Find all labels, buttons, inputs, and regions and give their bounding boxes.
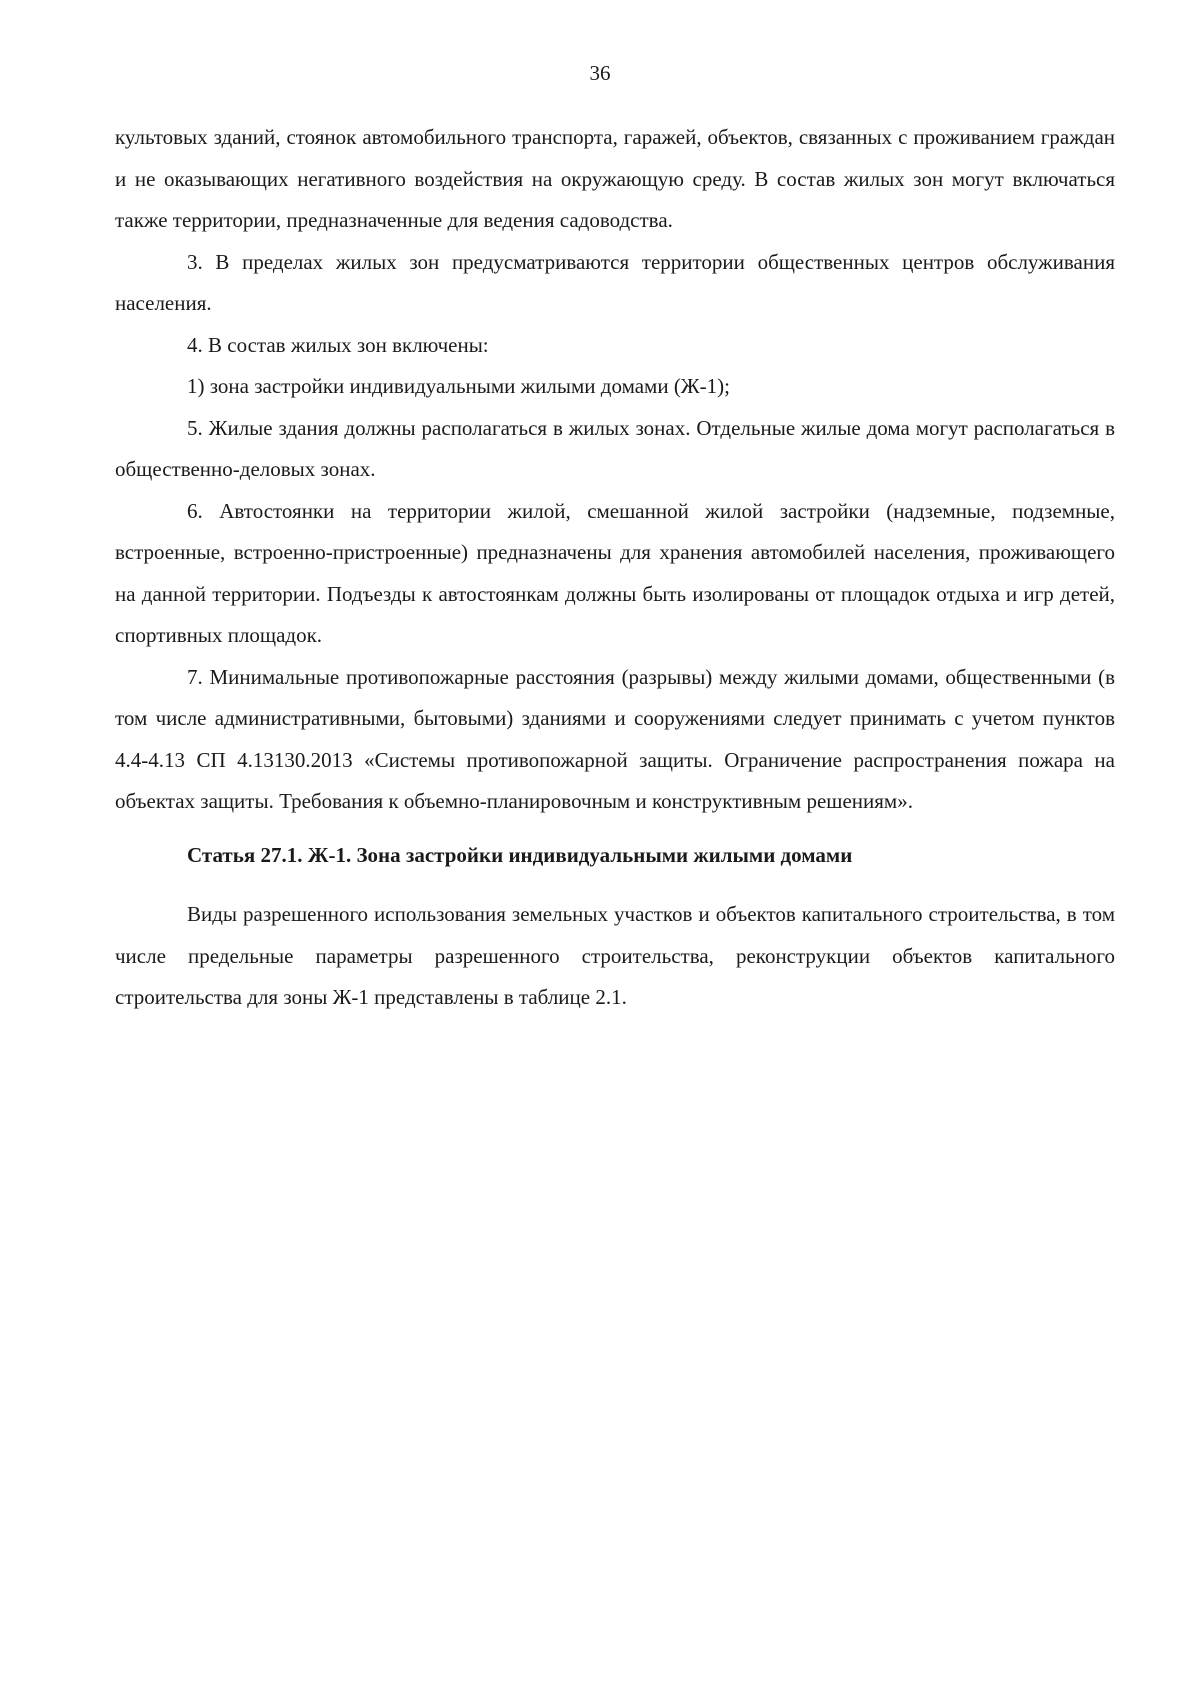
paragraph-continuation: культовых зданий, стоянок автомобильного транспорта, гаражей, объектов, связанных с проживанием граждан и не оказывающих негативного воздействия на окружающую среду. В состав жилых зон могут включаться также территории, предназначенные для ведения садоводства. — [115, 125, 1115, 232]
paragraph-item-7: 7. Минимальные противопожарные расстояния (разрывы) между жилыми домами, общественными (в том числе административными, бытовыми) зданиями и сооружениями следует принимать с учетом пунктов 4.4-4.13 СП 4.13130.2013 «Системы противопожарной защиты. Ограничение распространения пожара на объектах защиты. Требования к объемно-планировочным и конструктивным решениям». — [115, 664, 1115, 813]
paragraph-item-3: 3. В пределах жилых зон предусматриваются территории общественных центров обслуживания населения. — [115, 249, 1115, 315]
paragraph-subitem-1: 1) зона застройки индивидуальными жилыми домами (Ж-1); — [187, 374, 730, 398]
page-number: 36 — [589, 61, 611, 85]
paragraph-article-intro: Виды разрешенного использования земельных участков и объектов капитального строительства, в том числе предельные параметры разрешенного строительства, реконструкции объектов капитального строительства для зоны Ж-1 представлены в таблице 2.1. — [115, 902, 1115, 1009]
paragraph-item-4: 4. В состав жилых зон включены: — [187, 332, 489, 357]
body-text — [115, 117, 1115, 1019]
article-heading: Статья 27.1. Ж-1. Зона застройки индивидуальными жилыми домами — [187, 842, 853, 867]
paragraph-item-6: 6. Автостоянки на территории жилой, смешанной жилой застройки (надземные, подземные, встроенные, встроенно-пристроенные) предназначены для хранения автомобилей населения, проживающего на данной территории. Подъезды к автостоянкам должны быть изолированы от площадок отдыха и игр детей, спортивных площадок. — [115, 498, 1115, 647]
paragraph-item-5: 5. Жилые здания должны располагаться в жилых зонах. Отдельные жилые дома могут располагаться в общественно-деловых зонах. — [115, 415, 1115, 481]
